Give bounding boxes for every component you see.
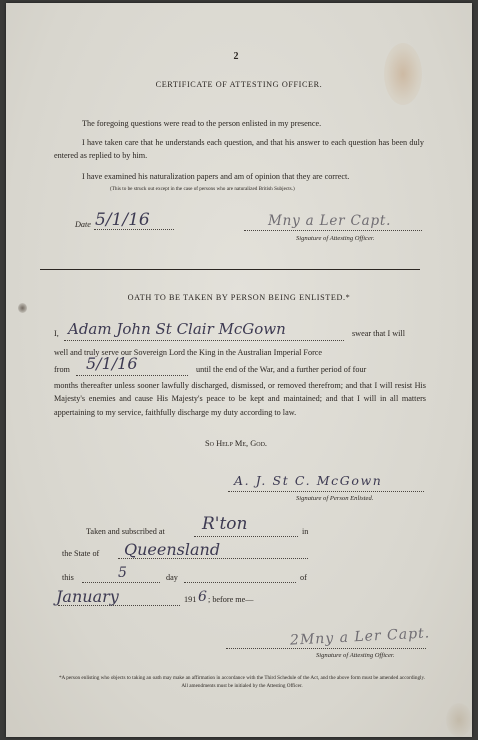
in-label: in <box>302 527 309 536</box>
certificate-para-1: The foregoing questions were read to the person enlisted in my presence. <box>82 119 322 128</box>
state-value: Queensland <box>124 540 221 559</box>
document-page <box>6 3 472 737</box>
enlistee-name: Adam John St Clair McGown <box>68 320 286 338</box>
officer-signature-line <box>244 230 422 231</box>
day-label: day <box>166 573 178 582</box>
paper-stain <box>384 43 422 105</box>
footnote: *A person enlisting who objects to taking an oath may make an affirmation in accordance with the Third Schedule of the Act, and the above form must be amended accordingly. All amendments must be initialed by the Attesting Officer. <box>58 675 426 689</box>
oath-i-label: I, <box>54 329 59 338</box>
day-value: 5 <box>118 565 127 581</box>
oath-line-3-tail: until the end of the War, and a further period of four <box>196 365 367 374</box>
month-line-1 <box>184 582 296 583</box>
from-date-line <box>76 375 188 376</box>
certificate-para-2: I have taken care that he understands each question, and that his answer to each question has been duly entered as replied to by him. <box>54 138 424 161</box>
day-line <box>82 582 160 583</box>
year-prefix: 191 <box>184 595 197 604</box>
certificate-title: CERTIFICATE OF ATTESTING OFFICER. <box>155 80 323 89</box>
place-value: R'ton <box>202 514 248 534</box>
before-me-label: ; before me— <box>208 595 254 604</box>
officer-signature: Mny a Ler Capt. <box>268 213 392 229</box>
of-label: of <box>300 573 307 582</box>
enlistee-signature-caption: Signature of Person Enlisted. <box>296 495 374 502</box>
section-divider <box>40 269 420 270</box>
date-label: Date <box>75 220 91 229</box>
enlistee-signature-line <box>228 491 424 492</box>
paper-stain <box>446 703 472 737</box>
month-value: January <box>56 587 119 606</box>
paper-stain <box>18 303 27 313</box>
oath-from-label: from <box>54 365 70 374</box>
final-officer-signature-caption: Signature of Attesting Officer. <box>316 652 395 659</box>
place-line <box>194 536 298 537</box>
officer-signature-caption: Signature of Attesting Officer. <box>296 235 375 242</box>
oath-swear-text: swear that I will <box>352 329 405 338</box>
state-label: the State of <box>62 549 100 558</box>
enlistee-name-line <box>64 340 344 341</box>
certificate-para-3: I have examined his naturalization papers and am of opinion that they are correct. <box>82 172 350 181</box>
final-officer-signature: 2Mny a Ler Capt. <box>289 625 431 649</box>
so-help-me-god: So Help Me, God. <box>205 439 268 448</box>
page-number: 2 <box>233 51 239 62</box>
this-label: this <box>62 573 74 582</box>
enlistee-signature: A. J. St C. McGown <box>234 473 383 488</box>
oath-title: OATH TO BE TAKEN BY PERSON BEING ENLISTED.* <box>127 293 351 302</box>
oath-body: months thereafter unless sooner lawfully discharged, dismissed, or removed therefrom; and that I will resist His Majesty's enemies and cause His Majesty's peace to be kept and maintained; and that I will in all matters appertaining to my service, faithfully discharge my duty according to law. <box>54 381 426 417</box>
final-officer-signature-line <box>226 648 426 649</box>
taken-subscribed-label: Taken and subscribed at <box>86 527 165 536</box>
date-value: 5/1/16 <box>95 210 150 230</box>
from-date: 5/1/16 <box>86 354 138 373</box>
oath-line-2: well and truly serve our Sovereign Lord the King in the Australian Imperial Force <box>54 348 323 357</box>
naturalization-note: (This to be struck out except in the case of persons who are naturalized British Subjects.) <box>110 186 295 192</box>
year-value: 6 <box>198 589 207 605</box>
